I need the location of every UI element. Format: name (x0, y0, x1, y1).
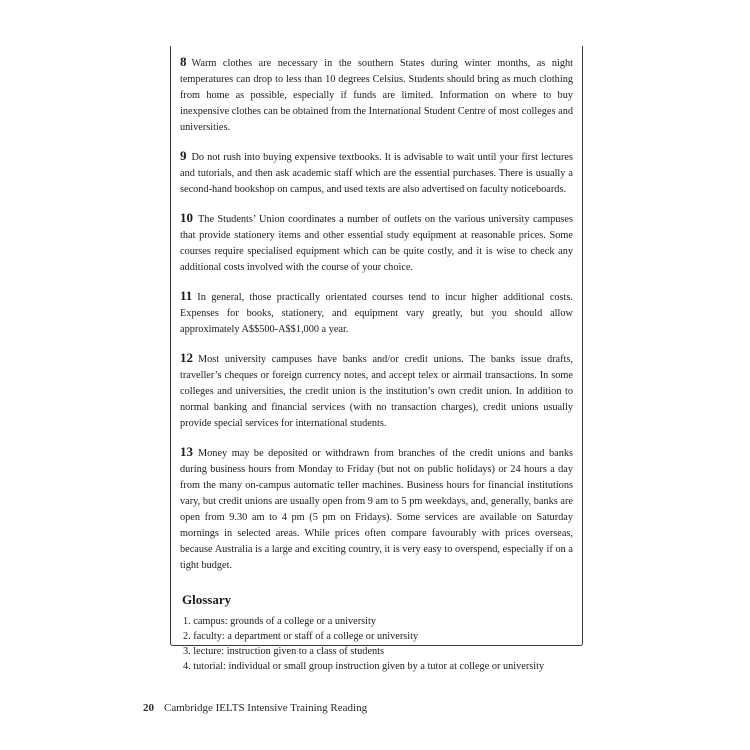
paragraph-text: Most university campuses have banks and/or credit unions. The banks issue drafts, traveller’s cheques or foreign currency notes, and accept telex or airmail transactions. In some colleges and universities, the credit union is the institution’s own credit union. In addition to normal banking and financial services (with no transaction charges), credit unions usually provide special services for international students. (180, 354, 573, 429)
paragraph-10 (180, 210, 573, 276)
paragraph-text: The Students’ Union coordinates a number of outlets on the various university campuses that provide stationery items and other essential study equipment at reasonable prices. Some courses require specialised equipment which can be quite costly, and it is wise to check any additional costs involved with the course of your choice. (180, 214, 573, 273)
paragraph-number: 8 (180, 54, 187, 69)
paragraph-text: Do not rush into buying expensive textbooks. It is advisable to wait until your first lectures and tutorials, and then ask academic staff which are the essential purchases. There is usually a second-hand bookshop on campus, and used texts are also advertised on faculty noticeboards. (180, 152, 573, 195)
page-footer (143, 702, 367, 714)
book-title: Cambridge IELTS Intensive Training Reading (164, 702, 368, 714)
glossary-item: 1. campus: grounds of a college or a university (183, 616, 377, 627)
paragraph-8 (180, 54, 573, 136)
paragraph-number: 12 (180, 350, 193, 365)
glossary-item: 3. lecture: instruction given to a class of students (183, 646, 385, 657)
paragraph-number: 10 (180, 210, 193, 225)
paragraph-text: In general, those practically orientated courses tend to incur higher additional costs. Expenses for books, stationery, and equipment vary greatly, but you should allow approximately A$$500-A$$1,000 a year. (180, 292, 573, 335)
glossary-title: Glossary (182, 592, 232, 607)
paragraph-13 (180, 444, 573, 574)
paragraph-text: Money may be deposited or withdrawn from branches of the credit unions and banks during business hours from Monday to Friday (but not on public holidays) or 24 hours a day from the many on-campus automatic teller machines. Business hours for financial institutions vary, but credit unions are usually open from 9 am to 5 pm weekdays, and, generally, banks are open from 9.30 am to 4 pm (5 pm on Fridays). Some services are available on Saturday mornings in selected areas. While prices often compare favourably with prices overseas, because Australia is a large and exciting country, it is very easy to overspend, especially if on a tight budget. (180, 448, 573, 571)
paragraph-number: 11 (180, 288, 193, 303)
glossary-item: 2. faculty: a department or staff of a college or university (183, 631, 419, 642)
paragraph-number: 13 (180, 444, 193, 459)
paragraph-12 (180, 350, 573, 432)
paragraph-9 (180, 148, 573, 198)
paragraph-number: 9 (180, 148, 187, 163)
paragraph-text: Warm clothes are necessary in the southern States during winter months, as night temperatures can drop to less than 10 degrees Celsius. Students should bring as much clothing from home as possible, especially if funds are limited. Information on where to buy inexpensive clothes can be obtained from the International Student Centre of most colleges and universities. (180, 58, 573, 133)
glossary-item: 4. tutorial: individual or small group instruction given by a tutor at college or university (183, 661, 545, 672)
paragraph-11 (180, 288, 573, 338)
page-number: 20 (143, 702, 154, 714)
page-content (180, 54, 573, 674)
